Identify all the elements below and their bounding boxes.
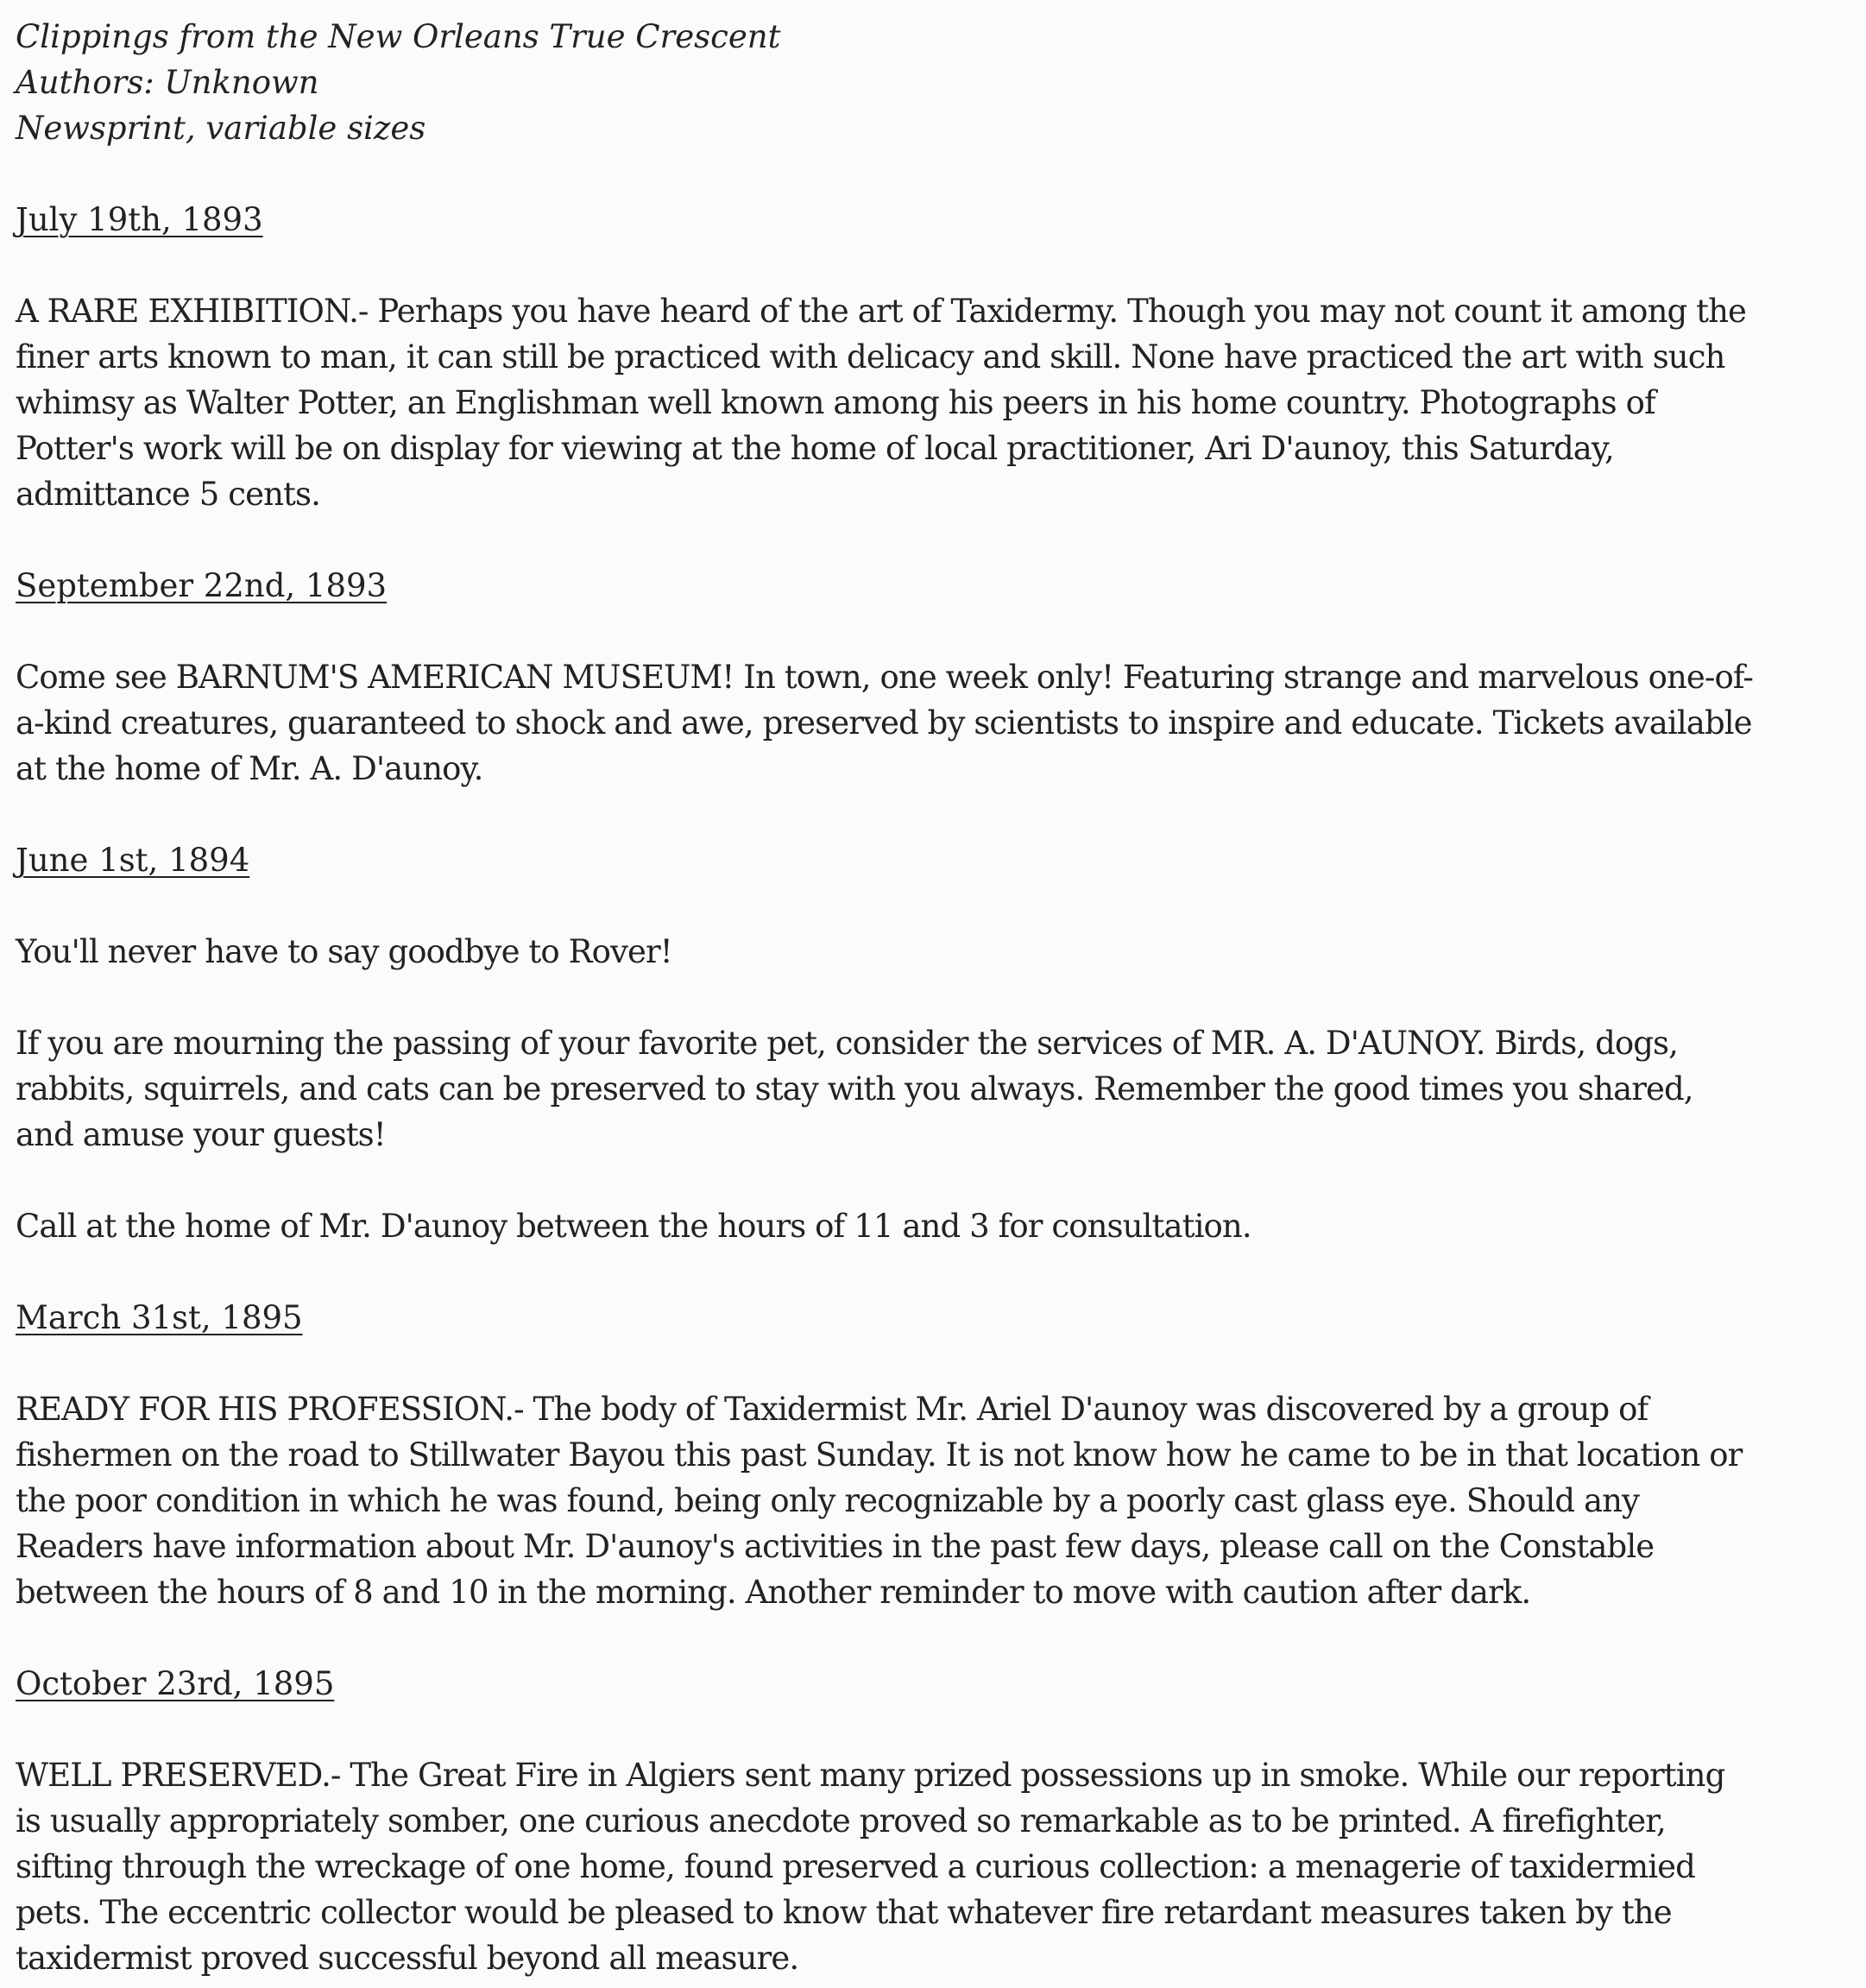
clipping-paragraph: READY FOR HIS PROFESSION.- The body of Taxidermist Mr. Ariel D'aunoy was discovered by a group of fishermen on the road to Stillwater Bayou this past Sunday. It is not know how he came to be in that location or the poor condition in which he was found, being only recognizable by a poorly cast glass eye. Should any Readers have information about Mr. D'aunoy's activities in the past few days, please call on the Constable between the hours of 8 and 10 in the morning. Another reminder to move with caution after dark. xyxy=(16,1391,1743,1611)
clipping-paragraph: You'll never have to say goodbye to Rover! xyxy=(16,933,672,970)
document-authors: Authors: Unknown xyxy=(16,64,319,101)
clipping-date: June 1st, 1894 xyxy=(16,842,250,879)
clipping-paragraph: If you are mourning the passing of your favorite pet, consider the services of MR. A. D'AUNOY. Birds, dogs, rabbits, squirrels, and cats can be preserved to stay with you always. Remember the good times you shared, and amuse your guests! xyxy=(16,1025,1693,1153)
document-content xyxy=(16,14,1759,1981)
clipping-date: March 31st, 1895 xyxy=(16,1299,303,1336)
clipping-paragraph: WELL PRESERVED.- The Great Fire in Algiers sent many prized possessions up in smoke. While our reporting is usually appropriately somber, one curious anecdote proved so remarkable as to be printed. A firefighter, sifting through the wreckage of one home, found preserved a curious collection: a menagerie of taxidermied pets. The eccentric collector would be pleased to know that whatever fire retardant measures taken by the taxidermist proved successful beyond all measure. xyxy=(16,1757,1725,1977)
document-medium: Newsprint, variable sizes xyxy=(16,110,426,147)
clipping-date: September 22nd, 1893 xyxy=(16,567,388,604)
clipping-paragraph: Call at the home of Mr. D'aunoy between the hours of 11 and 3 for consultation. xyxy=(16,1208,1251,1245)
clipping-date: July 19th, 1893 xyxy=(16,201,263,238)
document-title: Clippings from the New Orleans True Crescent xyxy=(16,18,781,55)
clipping-paragraph: Come see BARNUM'S AMERICAN MUSEUM! In town, one week only! Featuring strange and marvelous one-of-a-kind creatures, guaranteed to shock and awe, preserved by scientists to inspire and educate. Tickets available at the home of Mr. A. D'aunoy. xyxy=(16,659,1753,787)
clipping-date: October 23rd, 1895 xyxy=(16,1665,335,1702)
clipping-paragraph: A RARE EXHIBITION.- Perhaps you have heard of the art of Taxidermy. Though you may not count it among the finer arts known to man, it can still be practiced with delicacy and skill. None have practiced the art with such whimsy as Walter Potter, an Englishman well known among his peers in his home country. Photographs of Potter's work will be on display for viewing at the home of local practitioner, Ari D'aunoy, this Saturday, admittance 5 cents. xyxy=(16,293,1747,513)
